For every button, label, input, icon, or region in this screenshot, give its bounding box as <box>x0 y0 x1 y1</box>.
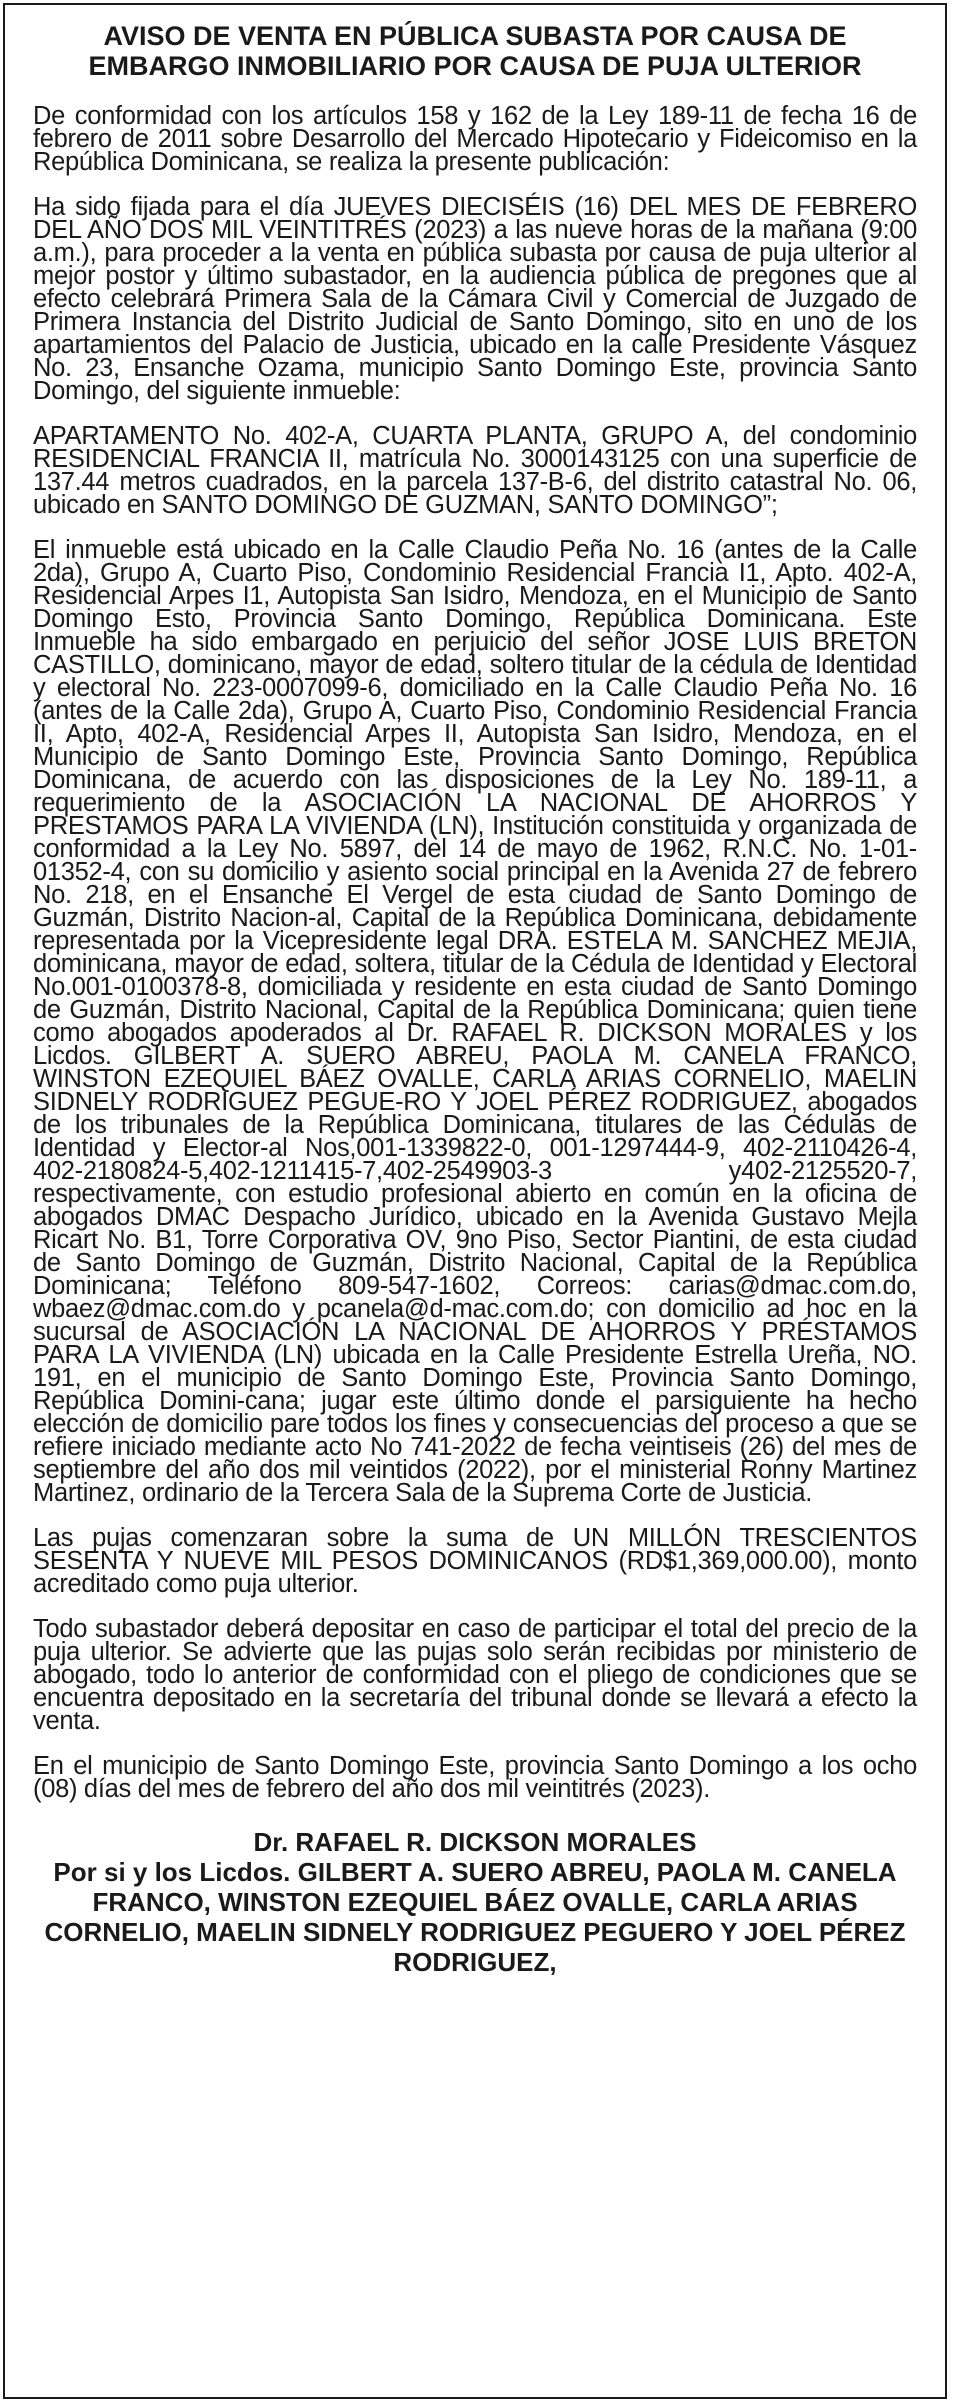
signature-block <box>33 1827 917 1977</box>
paragraph-deposit-conditions: Todo subastador deberá depositar en caso de participar el total del precio de la puja ulterior. Se advierte que las pujas solo serán recibidas por ministerio de abogado, todo lo anterior de conformidad con el pliego de condiciones que se encuentra depositado en la secretaría del tribunal donde se llevará a efecto la venta. <box>33 1615 917 1735</box>
paragraph-property: APARTAMENTO No. 402-A, CUARTA PLANTA, GRUPO A, del condominio RESIDENCIAL FRANCIA II, matrícula No. 3000143125 con una superficie de 137.44 metros cuadrados, en la parcela 137-B-6, del distrito catastral No. 06, ubicado en SANTO DOMINGO DE GUZMAN, SANTO DOMINGO”; <box>33 422 917 519</box>
paragraph-property-details: El inmueble está ubicado en la Calle Claudio Peña No. 16 (antes de la Calle 2da), Grupo A, Cuarto Piso, Condominio Residencial Francia I1, Apto. 402-A, Residencial Arpes I1, Autopista San Isidro, Mendoza, en el Municipio de Santo Domingo Esto, Provincia Santo Domingo, República Dominicana. Este Inmueble ha sido embargado en perjuicio del señor JOSE LUIS BRETON CASTILLO, dominicano, mayor de edad, soltero titular de la cédula de Identidad y electoral No. 223-0007099-6, domiciliado en la Calle Claudio Peña No. 16 (antes de la Calle 2da), Grupo A, Cuarto Piso, Condominio Residencial Francia II, Apto, 402-A, Residencial Arpes II, Autopista San Isidro, Mendoza, en el Municipio de Santo Domingo Este, Provincia Santo Domingo, República Dominicana, de acuerdo con las disposiciones de la Ley No. 189-11, a requerimiento de la ASOCIACIÓN LA NACIONAL DE AHORROS Y PRESTAMOS PARA LA VIVIENDA (LN), Institución constituida y organizada de conformidad a la Ley No. 5897, del 14 de mayo de 1962, R.N.C. No. 1-01-01352-4, con su domicilio y asiento social principal en la Avenida 27 de febrero No. 218, en el Ensanche El Vergel de esta ciudad de Santo Domingo de Guzmán, Distrito Nacion-al, Capital de la República Dominicana, debidamente representada por la Vicepresidente legal DRA. ESTELA M. SANCHEZ MEJIA, dominicana, mayor de edad, soltera, titular de la Cédula de Identidad y Electoral No.001-0100378-8, domiciliada y residente en esta ciudad de Santo Domingo de Guzmán, Distrito Nacional, Capital de la República Dominicana; quien tiene como abogados apoderados al Dr. RAFAEL R. DICKSON MORALES y los Licdos. GILBERT A. SUERO ABREU, PAOLA M. CANELA FRANCO, WINSTON EZEQUIEL BÁEZ OVALLE, CARLA ARIAS CORNELIO, MAELIN SIDNELY RODRIGUEZ PEGUE-RO Y JOEL PÉREZ RODRIGUEZ, abogados de los tribunales de la República Dominicana, titulares de las Cédulas de Identidad y Elector-al Nos,001-1339822-0, 001-1297444-9, 402-2110426-4, 402-2180824-5,402-1211415-7,402-2549903-3 y402-2125520-7, respectivamente, con estudio profesional abierto en común en la oficina de abogados DMAC Despacho Jurídico, ubicado en la Avenida Gustavo Mejla Ricart No. B1, Torre Corporativa OV, 9no Piso, Sector Piantini, de esta ciudad de Santo Domingo de Guzmán, Distrito Nacional, Capital de la República Dominicana; Teléfono 809-547-1602, Correos: carias@dmac.com.do, wbaez@dmac.com.do y pcanela@d-mac.com.do; con domicilio ad hoc en la sucursal de ASOCIACIÓN LA NACIONAL DE AHORROS Y PRÉSTAMOS PARA LA VIVIENDA (LN) ubicada en la Calle Presidente Estrella Ureña, NO. 191, en el municipio de Santo Domingo Este, Provincia Santo Domingo, República Domini-cana; jugar este último donde el parsiguiente ha hecho elección de domicilio pare todos los fines y consecuencias del proceso a que se refiere iniciado mediante acto No 741-2022 de fecha veintiseis (26) del mes de septiembre del año dos mil veintidos (2022), por el ministerial Ronny Martinez Martinez, ordinario de la Tercera Sala de la Suprema Corte de Justicia. <box>33 536 917 1507</box>
notice-title: AVISO DE VENTA EN PÚBLICA SUBASTA POR CAUSA DE EMBARGO INMOBILIARIO POR CAUSA DE PUJA ULTERIOR <box>88 21 862 81</box>
signature-associates: Por si y los Licdos. GILBERT A. SUERO ABREU, PAOLA M. CANELA FRANCO, WINSTON EZEQUIEL BÁEZ OVALLE, CARLA ARIAS CORNELIO, MAELIN SIDNELY RODRIGUEZ PEGUERO Y JOEL PÉREZ RODRIGUEZ, <box>44 1857 906 1977</box>
paragraph-auction-date: Ha sido fijada para el día JUEVES DIECISÉIS (16) DEL MES DE FEBRERO DEL AÑO DOS MIL VEINTITRÉS (2023) a las nueve horas de la mañana (9:00 a.m.), para proceder a la venta en pública subasta por causa de puja ulterior al mejor postor y último subastador, en la audiencia pública de pregones que al efecto celebrará Primera Sala de la Cámara Civil y Comercial de Juzgado de Primera Instancia del Distrito Judicial de Santo Domingo, sito en uno de los apartamientos del Palacio de Justicia, ubicado en la calle Presidente Vásquez No. 23, Ensanche Ozama, municipio Santo Domingo Este, provincia Santo Domingo, del siguiente inmueble: <box>33 193 917 405</box>
legal-notice <box>3 3 947 2399</box>
paragraph-legal-basis: De conformidad con los artículos 158 y 162 de la Ley 189-11 de fecha 16 de febrero de 2011 sobre Desarrollo del Mercado Hipotecario y Fideicomiso en la República Dominicana, se realiza la presente publicación: <box>33 102 917 176</box>
signature-name: Dr. RAFAEL R. DICKSON MORALES <box>253 1827 697 1857</box>
paragraph-place-date: En el municipio de Santo Domingo Este, provincia Santo Domingo a los ocho (08) días del mes de febrero del año dos mil veintitrés (2023). <box>33 1752 917 1803</box>
paragraph-starting-bid: Las pujas comenzaran sobre la suma de UN MILLÓN TRESCIENTOS SESENTA Y NUEVE MIL PESOS DOMINICANOS (RD$1,369,000.00), monto acreditado como puja ulterior. <box>33 1524 917 1598</box>
